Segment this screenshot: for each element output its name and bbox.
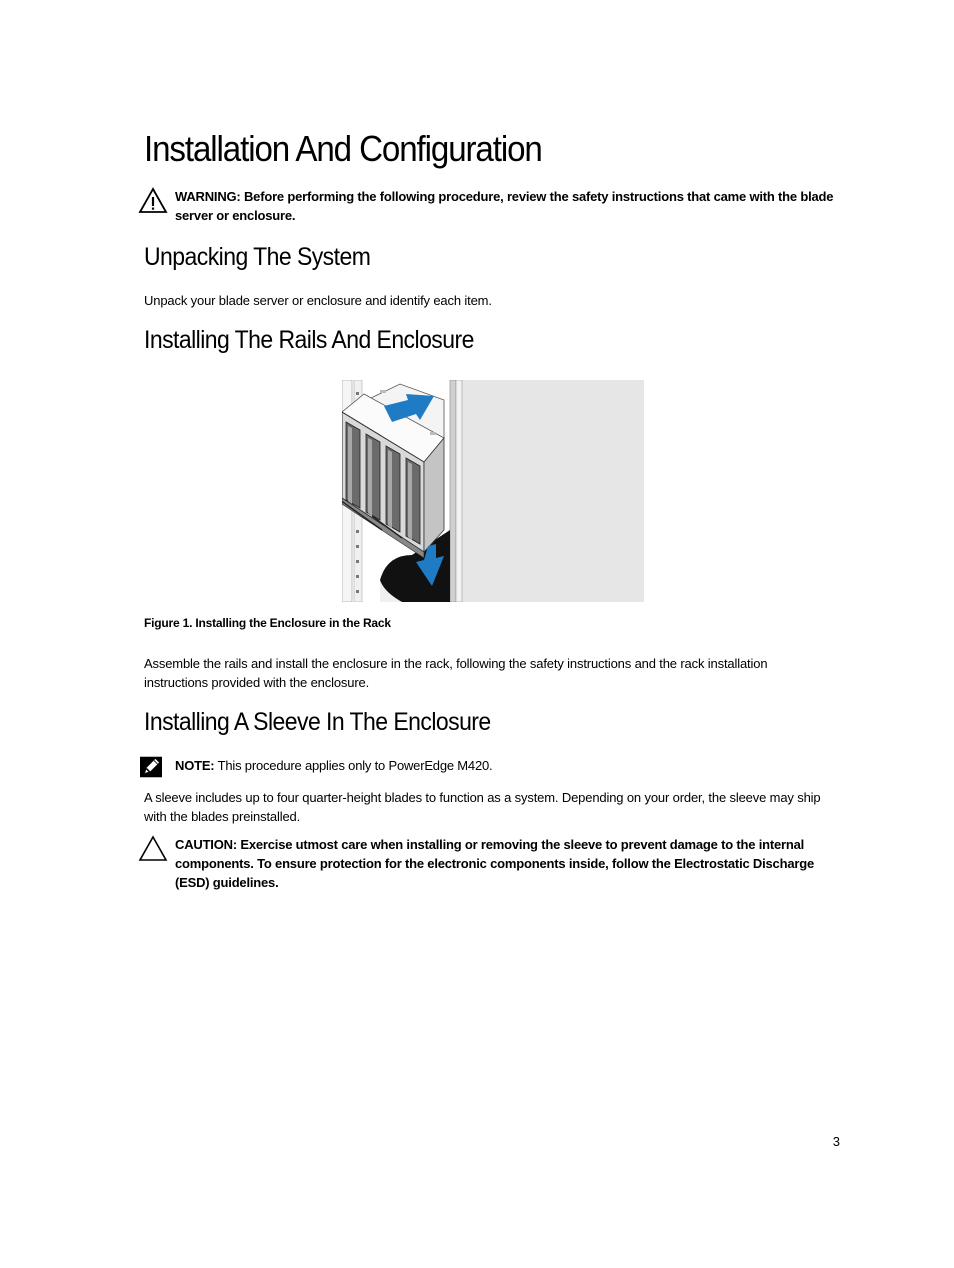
note-body: This procedure applies only to PowerEdge M420. xyxy=(214,758,493,773)
section-heading-sleeve: Installing A Sleeve In The Enclosure xyxy=(144,708,491,736)
caution-triangle-icon xyxy=(138,835,168,863)
rails-paragraph: Assemble the rails and install the enclosure in the rack, following the safety instructions and the rack installation instructions provided with the enclosure. xyxy=(144,656,768,690)
note-label: NOTE: xyxy=(175,758,215,773)
figure-caption: Figure 1. Installing the Enclosure in the Rack xyxy=(144,616,391,630)
caution-text xyxy=(175,835,835,892)
page-title: Installation And Configuration xyxy=(144,128,542,169)
warning-text xyxy=(175,187,835,225)
warning-label: WARNING: xyxy=(175,189,241,204)
caution-body: Exercise utmost care when installing or removing the sleeve to prevent damage to the internal components. To ensure protection for the electronic components inside, follow the Electrostatic Discharge (ESD) guidelines. xyxy=(175,837,814,890)
note-pencil-icon xyxy=(140,756,162,778)
warning-triangle-icon xyxy=(138,187,168,215)
caution-label: CAUTION: xyxy=(175,837,237,852)
enclosure-rack-illustration xyxy=(342,380,644,602)
page-number: 3 xyxy=(832,1134,840,1149)
note-text xyxy=(175,756,835,775)
warning-body: Before performing the following procedure, review the safety instructions that came with the blade server or enclosure. xyxy=(175,189,834,223)
sleeve-paragraph: A sleeve includes up to four quarter-height blades to function as a system. Depending on your order, the sleeve may ship with the blades preinstalled. xyxy=(144,790,821,824)
unpacking-paragraph: Unpack your blade server or enclosure and identify each item. xyxy=(144,293,492,308)
section-heading-unpacking: Unpacking The System xyxy=(144,243,371,271)
section-heading-rails: Installing The Rails And Enclosure xyxy=(144,326,474,354)
